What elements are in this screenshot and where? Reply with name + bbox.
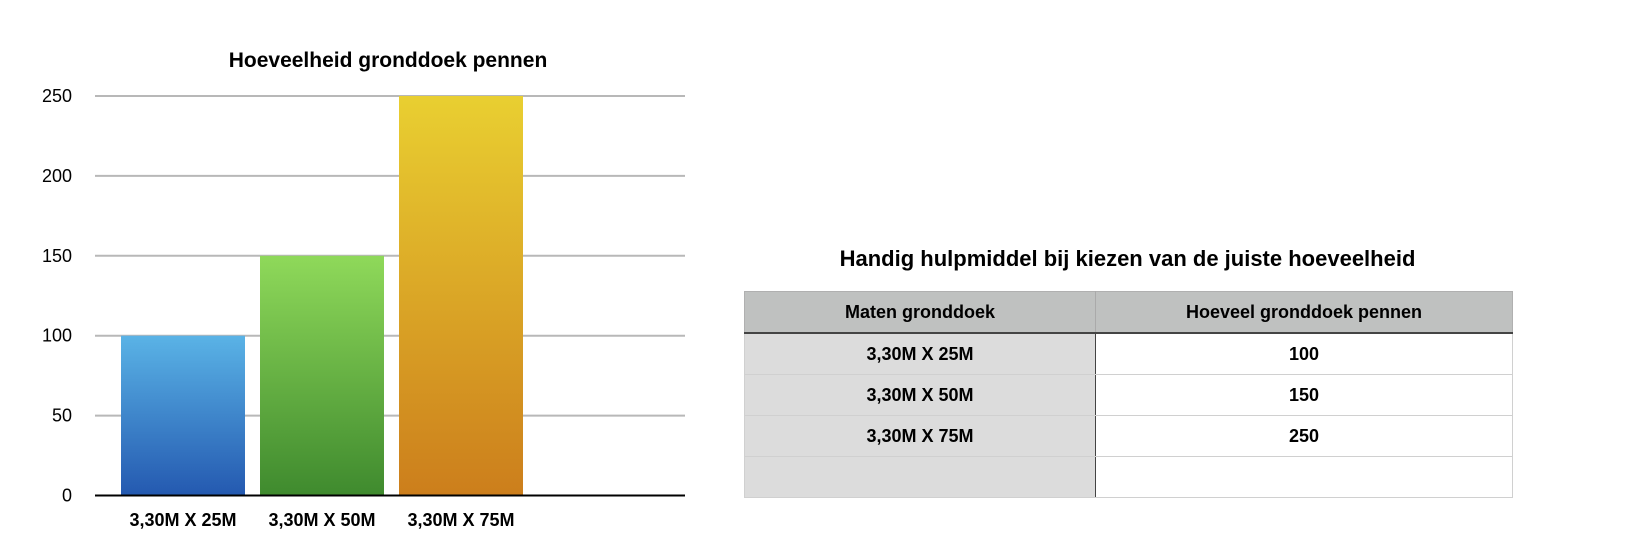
table-cell-count [1096, 457, 1513, 498]
table-cell-size: 3,30M X 50M [745, 375, 1096, 416]
data-table [744, 291, 1513, 498]
x-tick-label: 3,30M X 75M [407, 510, 515, 530]
y-tick-label: 200 [41, 165, 72, 186]
header-cell-sizes: Maten gronddoek [745, 292, 1096, 334]
header-cell-pegs: Hoeveel gronddoek pennen [1096, 292, 1513, 334]
table-row [745, 457, 1513, 498]
y-tick-label: 0 [61, 485, 72, 506]
y-tick-label: 100 [41, 325, 72, 346]
table-title: Handig hulpmiddel bij kiezen van de juiste hoeveelheid [839, 246, 1416, 271]
bar [121, 336, 245, 496]
bar [260, 256, 384, 496]
y-tick-label: 50 [51, 405, 72, 426]
x-axis-ticks [129, 510, 514, 530]
bar-chart [0, 0, 700, 542]
y-tick-label: 150 [41, 245, 72, 266]
chart-title: Hoeveelheid gronddoek pennen [228, 49, 548, 72]
bar [399, 96, 523, 496]
table-cell-size: 3,30M X 25M [745, 333, 1096, 375]
bars [121, 96, 523, 496]
x-tick-label: 3,30M X 25M [129, 510, 237, 530]
table-cell-count: 150 [1096, 375, 1513, 416]
table-cell-count: 250 [1096, 416, 1513, 457]
y-axis-ticks [42, 86, 72, 506]
table-row [745, 375, 1513, 416]
table-row [745, 333, 1513, 375]
y-tick-label: 250 [41, 86, 72, 106]
table-cell-count: 100 [1096, 333, 1513, 375]
x-tick-label: 3,30M X 50M [268, 510, 376, 530]
table-cell-size: 3,30M X 75M [745, 416, 1096, 457]
table-cell-size [745, 457, 1096, 498]
table-header-row [745, 292, 1513, 334]
table-row [745, 416, 1513, 457]
data-table-container [744, 291, 1513, 498]
